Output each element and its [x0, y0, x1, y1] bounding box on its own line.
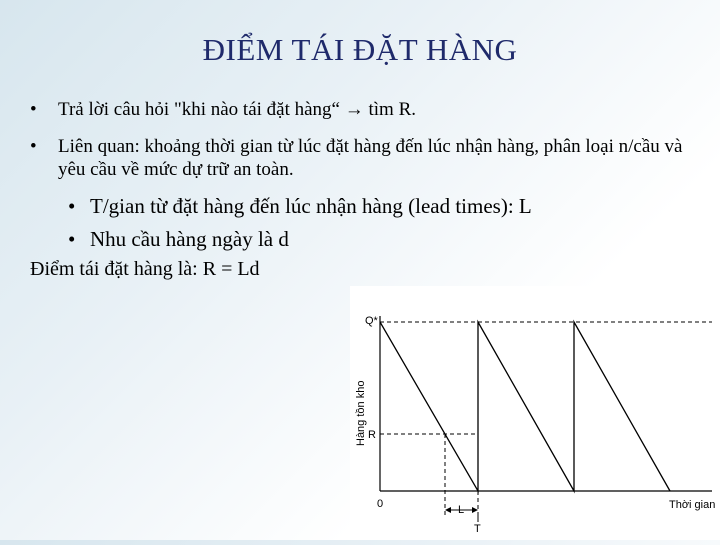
slide-title: ĐIỂM TÁI ĐẶT HÀNG: [202, 32, 518, 67]
bullet-dot: •: [68, 194, 76, 218]
t-label: T: [474, 523, 481, 535]
sub-bullet-text: T/gian từ đặt hàng đến lúc nhận hàng (lead times): L: [90, 194, 532, 218]
r-label: R: [368, 429, 376, 441]
reorder-formula: Điểm tái đặt hàng là: R = Ld: [30, 258, 260, 280]
inventory-diagram: [350, 286, 720, 540]
sub-bullet-text: Nhu cầu hàng ngày là d: [90, 227, 289, 251]
q-star-label: Q*: [365, 315, 378, 327]
bullet-2: [30, 135, 710, 181]
arrow-right-icon: [472, 507, 478, 513]
inventory-diagram-svg: [350, 286, 720, 540]
y-axis-label: Hàng tồn kho: [355, 380, 367, 446]
bullet-dot: •: [30, 99, 37, 120]
x-axis-label: Thời gian: [669, 499, 716, 511]
arrow-left-icon: [445, 507, 451, 513]
bullet-dot: •: [68, 227, 76, 251]
sub-bullet-1: [68, 194, 532, 219]
bullet-dot: •: [30, 136, 37, 157]
l-label: L: [458, 504, 465, 516]
inventory-sawtooth: [380, 322, 670, 491]
origin-label: 0: [377, 498, 384, 510]
sub-bullet-2: [68, 227, 289, 252]
bullet-1: [30, 98, 710, 121]
bullet-text: Liên quan: khoảng thời gian từ lúc đặt hàng đến lúc nhận hàng, phân loại n/cầu và yêu cầu về mức dự trữ an toàn.: [58, 136, 683, 180]
bullet-text: Trả lời câu hỏi "khi nào tái đặt hàng“ → tìm R.: [58, 99, 416, 120]
